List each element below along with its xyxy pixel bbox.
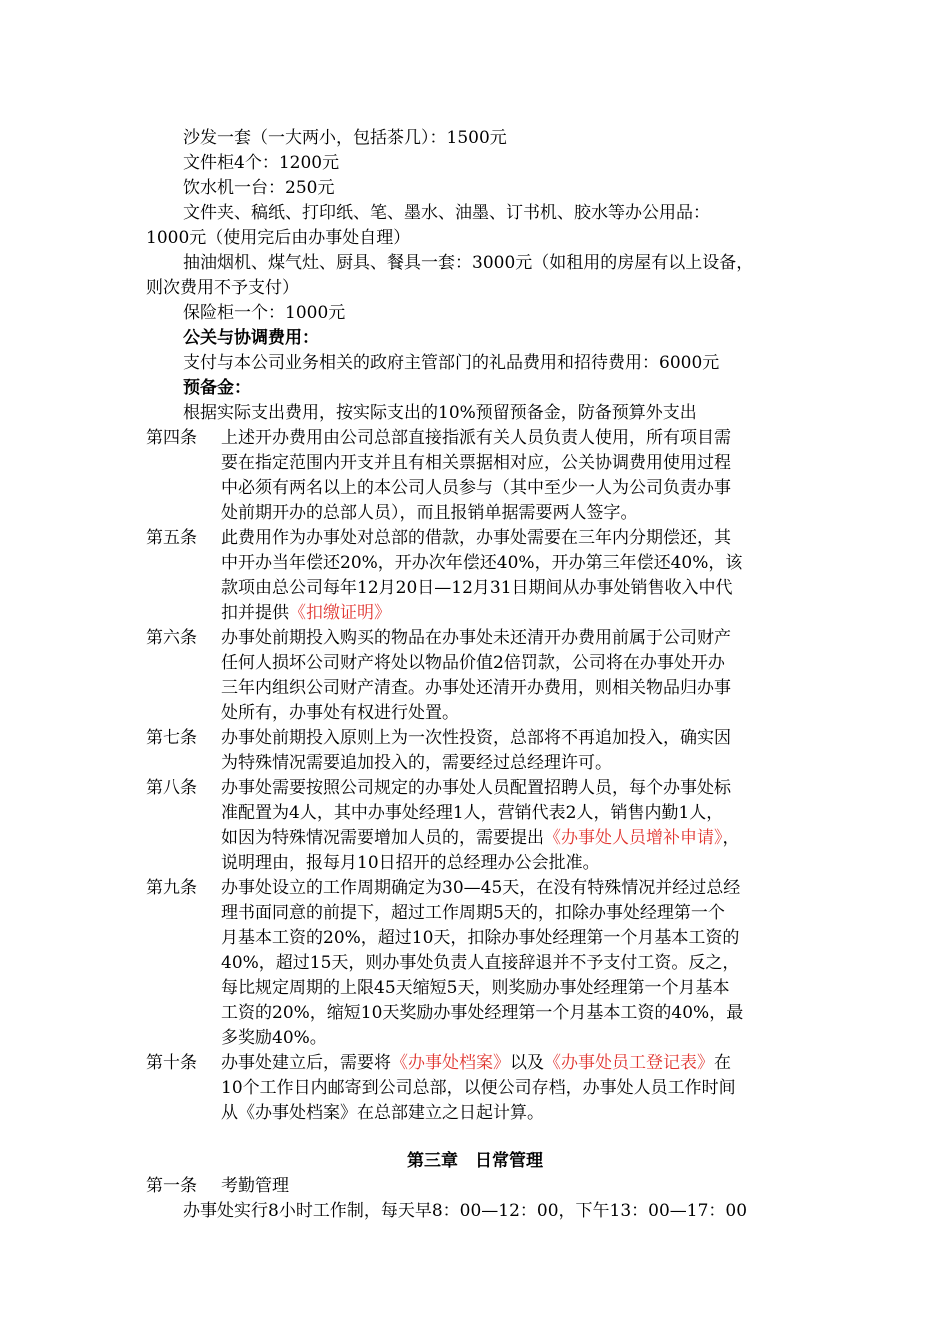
article-5-line [221, 601, 391, 625]
item-office-supplies-line1: 文件夹、稿纸、打印纸、笔、墨水、油墨、订书机、胶水等办公用品： [183, 203, 710, 223]
item-sofa: 沙发一套（一大两小，包括茶几）：1500元 [183, 128, 507, 148]
reserve-text: 根据实际支出费用，按实际支出的10%预留预备金，防备预算外支出 [183, 403, 697, 423]
article-10-label: 第十条 [146, 1053, 197, 1073]
article-8-line: 说明理由，报每月10日招开的总经理办公会批准。 [221, 853, 600, 873]
article-4-line: 要在指定范围内开支并且有相关票据相对应，公关协调费用使用过程 [221, 453, 731, 473]
chapter3-article-1-label: 第一条 [146, 1176, 197, 1196]
article-8-line [221, 826, 740, 850]
chapter-heading: 第三章 日常管理 [407, 1151, 543, 1171]
article-10-text: 在 [714, 1053, 731, 1073]
article-6-line: 处所有，办事处有权进行处置。 [221, 703, 459, 723]
pr-heading: 公关与协调费用： [183, 328, 319, 348]
article-6-label: 第六条 [146, 628, 197, 648]
article-8-text: 如因为特殊情况需要增加人员的，需要提出 [221, 828, 544, 848]
article-8-label: 第八条 [146, 778, 197, 798]
article-5-label: 第五条 [146, 528, 197, 548]
item-kitchen-line2: 则次费用不予支付） [146, 278, 299, 298]
article-4-line: 处前期开办的总部人员），而且报销单据需要两人签字。 [221, 503, 638, 523]
withholding-certificate-link: 《扣缴证明》 [289, 603, 391, 623]
article-5-line: 此费用作为办事处对总部的借款，办事处需要在三年内分期偿还，其 [221, 528, 731, 548]
article-5-line: 款项由总公司每年12月20日—12月31日期间从办事处销售收入中代 [221, 578, 733, 598]
article-8-line: 准配置为4人，其中办事处经理1人，营销代表2人，销售内勤1人， [221, 803, 724, 823]
article-10-text: 以及 [510, 1053, 544, 1073]
article-6-line: 三年内组织公司财产清查。办事处还清开办费用，则相关物品归办事 [221, 678, 731, 698]
item-safe: 保险柜一个：1000元 [183, 303, 346, 323]
article-9-line: 每比规定周期的上限45天缩短5天，则奖励办事处经理第一个月基本 [221, 978, 730, 998]
article-6-line: 办事处前期投入购买的物品在办事处未还清开办费用前属于公司财产 [221, 628, 731, 648]
office-archive-link: 《办事处档案》 [391, 1053, 510, 1073]
article-9-line: 办事处设立的工作周期确定为30—45天，在没有特殊情况并经过总经 [221, 878, 741, 898]
work-hours-text: 办事处实行8小时工作制，每天早8：00—12：00，下午13：00—17：00 [183, 1201, 748, 1221]
reserve-heading: 预备金： [183, 378, 251, 398]
item-office-supplies-line2: 1000元（使用完后由办事处自理） [146, 228, 411, 248]
article-10-text: 办事处建立后，需要将 [221, 1053, 391, 1073]
article-10-line [221, 1051, 731, 1075]
article-8-text: ， [722, 828, 740, 848]
staff-register-link: 《办事处员工登记表》 [544, 1053, 714, 1073]
item-cabinet: 文件柜4个：1200元 [183, 153, 340, 173]
article-9-line: 工资的20%，缩短10天奖励办事处经理第一个月基本工资的40%，最 [221, 1003, 744, 1023]
item-kitchen-line1: 抽油烟机、煤气灶、厨具、餐具一套：3000元（如租用的房屋有以上设备， [183, 253, 754, 273]
pr-text: 支付与本公司业务相关的政府主管部门的礼品费用和招待费用：6000元 [183, 353, 720, 373]
article-9-line: 理书面同意的前提下，超过工作周期5天的，扣除办事处经理第一个 [221, 903, 725, 923]
article-4-label: 第四条 [146, 428, 197, 448]
article-4-line: 上述开办费用由公司总部直接指派有关人员负责人使用，所有项目需 [221, 428, 731, 448]
item-water-dispenser: 饮水机一台：250元 [183, 178, 335, 198]
staff-supplement-request-link: 《办事处人员增补申请》 [544, 828, 723, 848]
article-6-line: 任何人损坏公司财产将处以物品价值2倍罚款，公司将在办事处开办 [221, 653, 725, 673]
article-4-line: 中必须有两名以上的本公司人员参与（其中至少一人为公司负责办事 [221, 478, 731, 498]
article-7-line: 办事处前期投入原则上为一次性投资，总部将不再追加投入，确实因 [221, 728, 731, 748]
article-7-line: 为特殊情况需要追加投入的，需要经过总经理许可。 [221, 753, 612, 773]
article-5-line: 中开办当年偿还20%，开办次年偿还40%，开办第三年偿还40%，该 [221, 553, 743, 573]
article-10-line: 10个工作日内邮寄到公司总部，以便公司存档，办事处人员工作时间 [221, 1078, 736, 1098]
chapter3-article-1-title: 考勤管理 [221, 1176, 289, 1196]
article-9-line: 多奖励40%。 [221, 1028, 327, 1048]
article-10-line: 从《办事处档案》在总部建立之日起计算。 [221, 1103, 544, 1123]
article-7-label: 第七条 [146, 728, 197, 748]
article-9-line: 40%，超过15天，则办事处负责人直接辞退并不予支付工资。反之， [221, 953, 740, 973]
article-9-line: 月基本工资的20%，超过10天，扣除办事处经理第一个月基本工资的 [221, 928, 740, 948]
article-8-line: 办事处需要按照公司规定的办事处人员配置招聘人员，每个办事处标 [221, 778, 731, 798]
article-9-label: 第九条 [146, 878, 197, 898]
article-5-text: 扣并提供 [221, 603, 289, 623]
